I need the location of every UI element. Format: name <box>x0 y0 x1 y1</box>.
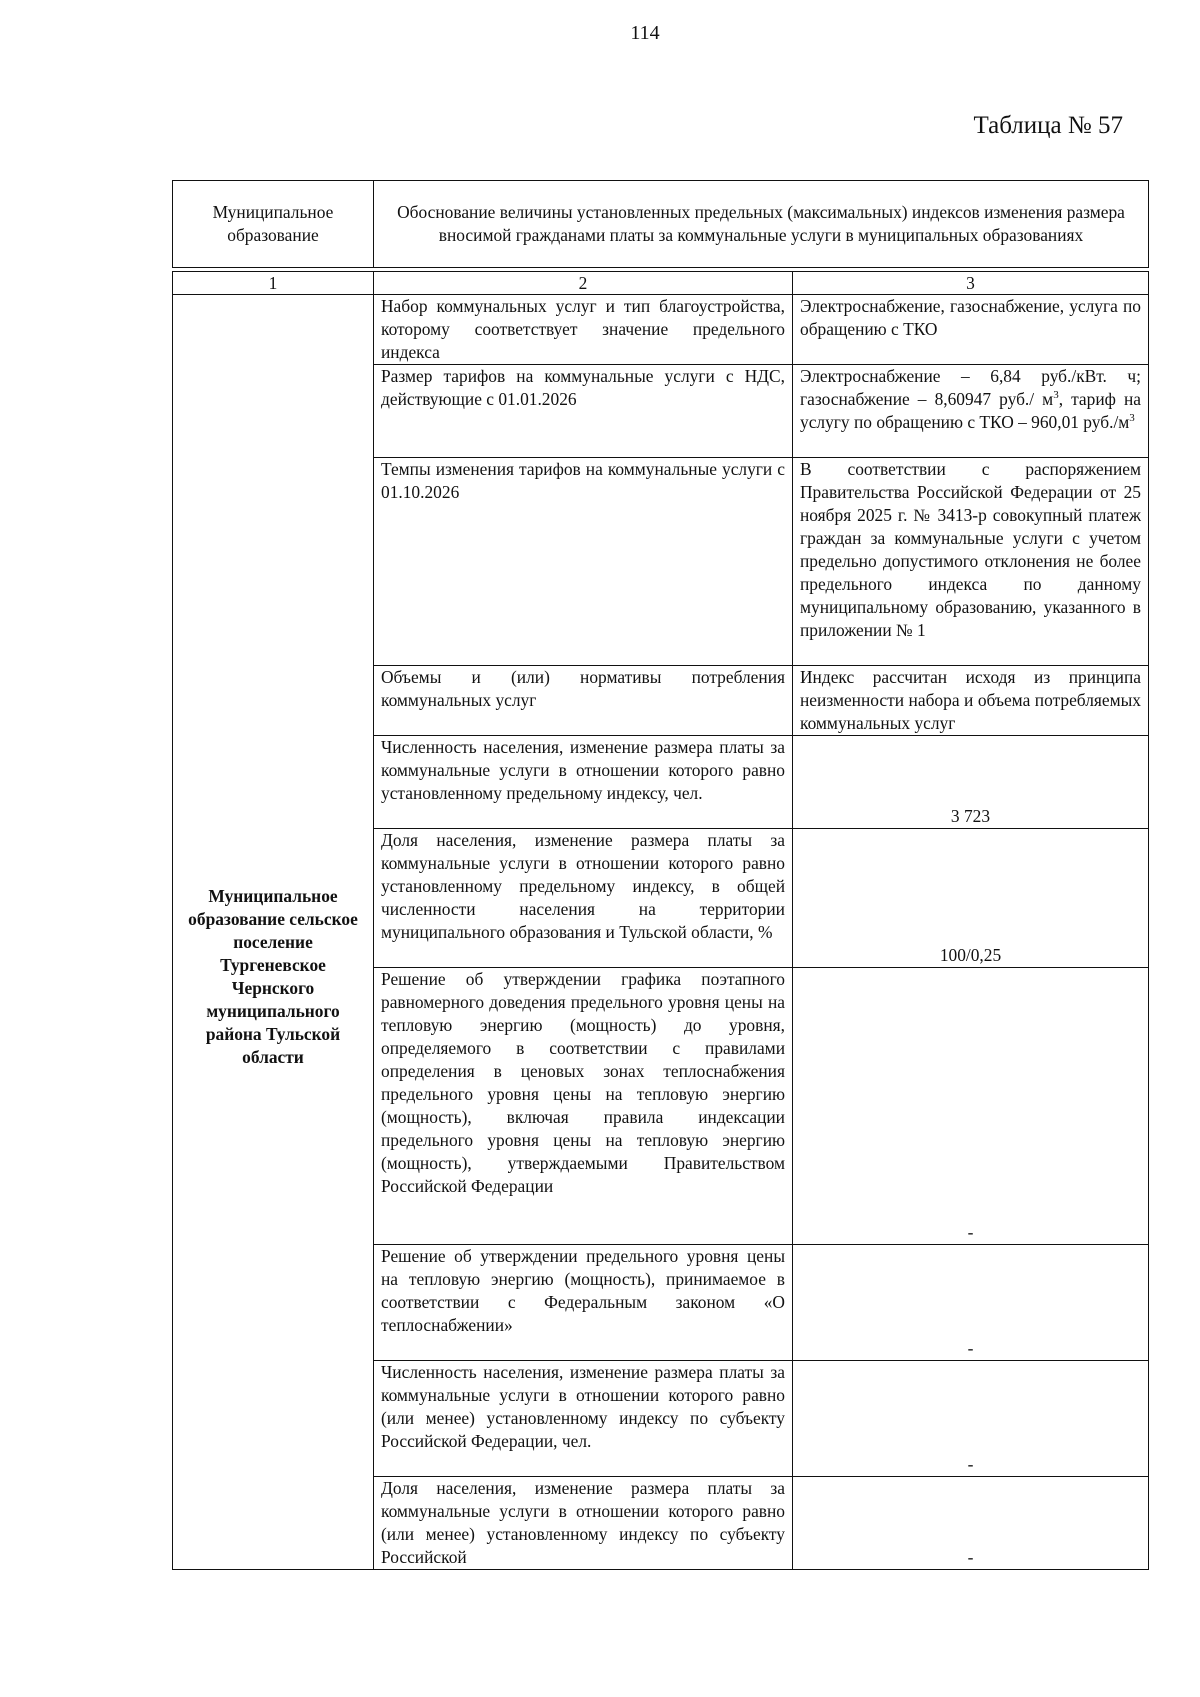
column-numbers-row <box>173 272 1149 295</box>
row-value-text: , тариф на услугу по обращению с ТКО – 960,01 руб./м <box>800 389 1141 432</box>
row-value: 100/0,25 <box>793 829 1149 968</box>
row-param: Объемы и (или) нормативы потребления коммунальных услуг <box>374 666 793 736</box>
municipality-name: Муниципальное образование сельское поселение Тургеневское Чернского муниципального района Тульской области <box>173 295 374 1570</box>
data-table <box>172 271 1149 1570</box>
row-param: Решение об утверждении предельного уровня цены на тепловую энергию (мощность), принимаемое в соответствии с Федеральным законом «О теплоснабжении» <box>374 1245 793 1361</box>
superscript: 3 <box>1129 412 1135 425</box>
table-title: Таблица № 57 <box>973 112 1123 139</box>
row-value: - <box>793 1361 1149 1477</box>
row-value: - <box>793 968 1149 1245</box>
row-value <box>793 365 1149 458</box>
column-number: 1 <box>173 272 374 295</box>
row-value: - <box>793 1477 1149 1570</box>
column-number: 2 <box>374 272 793 295</box>
header-municipality: Муниципальное образование <box>173 181 374 268</box>
row-param: Набор коммунальных услуг и тип благоустройства, которому соответствует значение предельного индекса <box>374 295 793 365</box>
table-row <box>173 295 1149 365</box>
row-value: - <box>793 1245 1149 1361</box>
superscript: 3 <box>1053 389 1059 402</box>
row-value: В соответствии с распоряжением Правительства Российской Федерации от 25 ноября 2025 г. № 3413-р совокупный платеж граждан за коммунальные услуги с учетом предельно допустимого отклонения не более предельного индекса по данному муниципальному образованию, указанного в приложении № 1 <box>793 458 1149 666</box>
page-number: 114 <box>630 22 660 44</box>
row-param: Решение об утверждении графика поэтапного равномерного доведения предельного уровня цены на тепловую энергию (мощность) до уровня, определяемого в соответствии с правилами определения в ценовых зонах теплоснабжения предельного уровня цены на тепловую энергию (мощность), включая правила индексации предельного уровня цены на тепловую энергию (мощность), утверждаемыми Правительством Российской Федерации <box>374 968 793 1245</box>
column-number: 3 <box>793 272 1149 295</box>
row-param: Доля населения, изменение размера платы за коммунальные услуги в отношении которого равно установленному предельному индексу, в общей численности населения на территории муниципального образования и Тульской области, % <box>374 829 793 968</box>
row-value: Электроснабжение, газоснабжение, услуга по обращению с ТКО <box>793 295 1149 365</box>
row-param: Темпы изменения тарифов на коммунальные услуги с 01.10.2026 <box>374 458 793 666</box>
row-param: Размер тарифов на коммунальные услуги с НДС, действующие с 01.01.2026 <box>374 365 793 458</box>
row-value: Индекс рассчитан исходя из принципа неизменности набора и объема потребляемых коммунальных услуг <box>793 666 1149 736</box>
row-param: Доля населения, изменение размера платы за коммунальные услуги в отношении которого равно (или менее) установленному индексу по субъекту Российской <box>374 1477 793 1570</box>
row-value-text: Электроснабжение – 6,84 руб./кВт. ч; газоснабжение – 8,60947 руб./ м <box>800 366 1141 409</box>
header-table <box>172 180 1149 268</box>
row-value: 3 723 <box>793 736 1149 829</box>
row-param: Численность населения, изменение размера платы за коммунальные услуги в отношении которого равно (или менее) установленному индексу по субъекту Российской Федерации, чел. <box>374 1361 793 1477</box>
row-param: Численность населения, изменение размера платы за коммунальные услуги в отношении которого равно установленному предельному индексу, чел. <box>374 736 793 829</box>
header-justification: Обоснование величины установленных предельных (максимальных) индексов изменения размера вносимой гражданами платы за коммунальные услуги в муниципальных образованиях <box>374 181 1149 268</box>
